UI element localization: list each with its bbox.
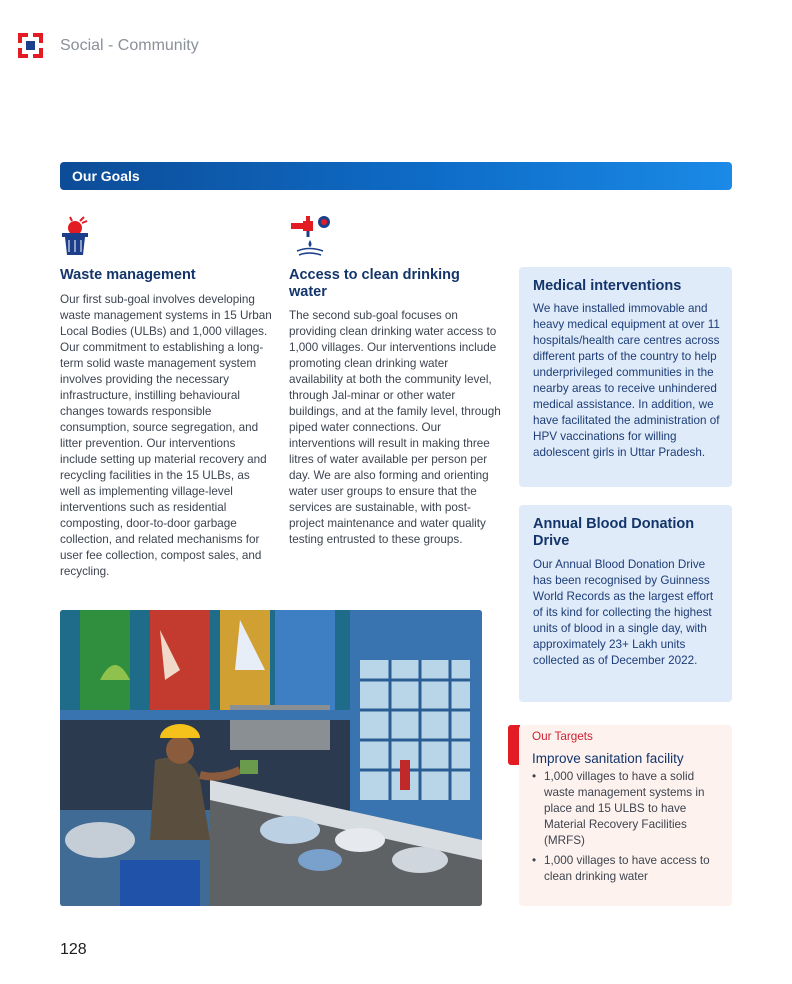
waste-management-text: Our first sub-goal involves developing waste management systems in 15 Urban Local Bodies (ULBs) and 1,000 villages. Our commitment to establishing a long-term solid waste management system involves providing the necessary infrastructure, instilling behavioural changes towards responsible consumption, source segregation, and litter prevention. Our interventions include setting up material recovery and recycling facilities in the 15 ULBs, as well as implementing village-level interventions such as residential composting, door-to-door garbage collection, and related mechanisms for user fee collection, compost sales, and recycling. [60,293,272,578]
compost-bin-icon [60,213,92,257]
targets-label: Our Targets [532,730,593,743]
medical-card [519,267,732,487]
target-item: • 1,000 villages to have access to clean drinking water [532,853,722,885]
blood-donation-text: Our Annual Blood Donation Drive has been recognised by Guinness World Records as the largest effort of its kind for collecting the highest units of blood in a single day, with approximately 23+ Lakh units collected as of December 2022. [533,558,714,667]
goals-heading: Our Goals [72,168,140,184]
section-label: Social - Community [60,37,199,54]
waste-title-wrap [60,267,270,284]
page-number: 128 [60,941,87,958]
targets-list [532,769,722,889]
clean-water-title: Access to clean drinking water [289,267,460,300]
water-title-wrap [289,267,479,301]
recycling-facility-photo [60,610,482,906]
targets-card [519,725,732,906]
blood-donation-title: Annual Blood Donation Drive [533,516,695,549]
goals-heading-bar [60,162,732,190]
blood-donation-card [519,505,732,702]
medical-text: We have installed immovable and heavy medical equipment at over 11 hospitals/health care centres across different parts of the country to help underprivileged communities in the nearby areas to receive unhindered medical assistance. In addition, we have facilitated the administration of HPV vaccinations for willing adolescent girls in Uttar Pradesh. [533,302,720,459]
water-tap-icon [289,213,333,257]
clean-water-text: The second sub-goal focuses on providing clean drinking water access to 1,000 villages. Our interventions include promoting clean drinking water availability at both the community level, through Jal-minar or other water buildings, and at the family level, through piped water connections. Our interventions will result in making three litres of water available per person per day. We are also forming and orienting water user groups to ensure that the services are sustainable, with post-project maintenance and water quality testing entrusted to these groups. [289,309,501,546]
medical-title: Medical interventions [533,278,682,294]
brand-logo [18,33,43,58]
target-item: • 1,000 villages to have a solid waste management systems in place and 15 ULBS to have Material Recovery Facilities (MRFS) [532,769,722,849]
waste-management-title: Waste management [60,267,196,283]
targets-title: Improve sanitation facility [532,751,684,766]
